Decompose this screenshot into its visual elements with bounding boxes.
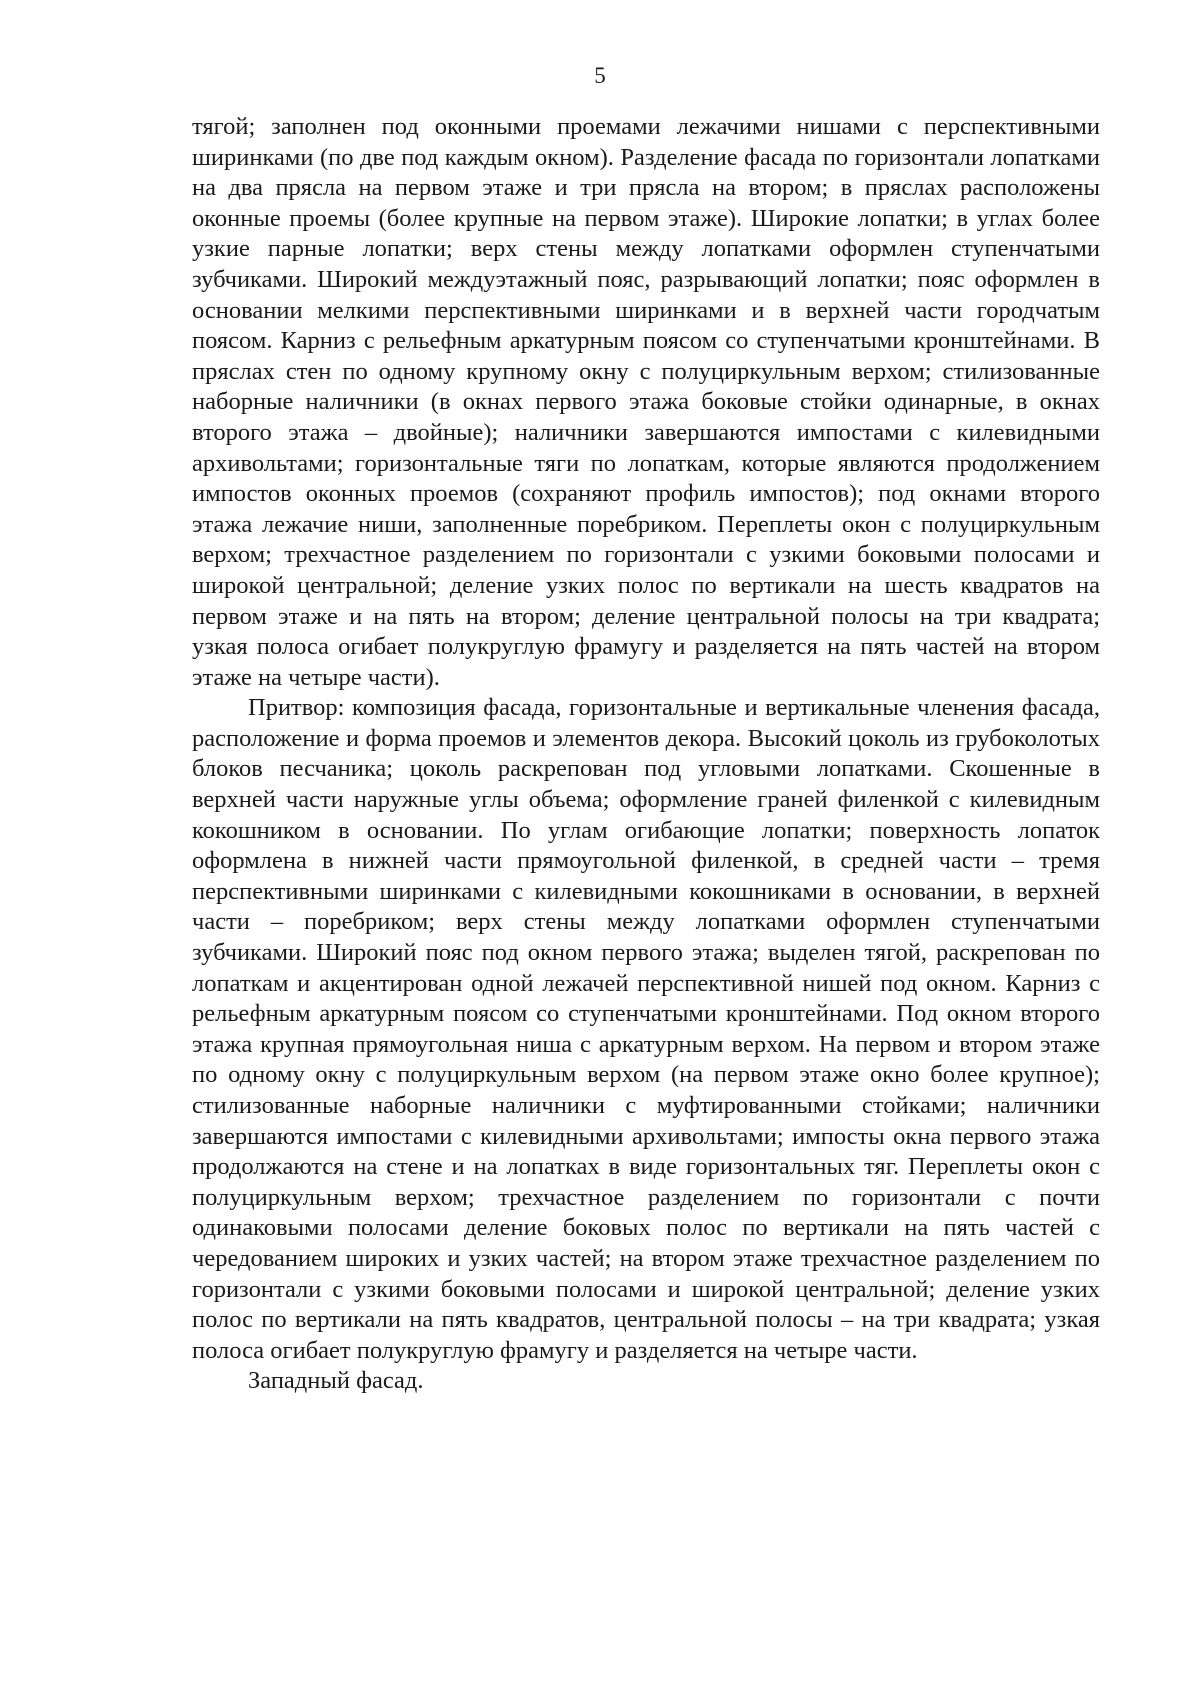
paragraph-continuation: тягой; заполнен под оконными проемами лежачими нишами с перспективными ширинками (по две под каждым окном). Разделение фасада по горизонтали лопатками на два прясла на первом этаже и три прясла на втором; в пряслах расположены оконные проемы (более крупные на первом этаже). Широкие лопатки; в углах более узкие парные лопатки; верх стены между лопатками оформлен ступенчатыми зубчиками. Широкий междуэтажный пояс, разрывающий лопатки; пояс оформлен в основании мелкими перспективными ширинками и в верхней части городчатым поясом. Карниз с рельефным аркатурным поясом со ступенчатыми кронштейнами. В пряслах стен по одному крупному окну с полуциркульным верхом; стилизованные наборные наличники (в окнах первого этажа боковые стойки одинарные, в окнах второго этажа – двойные); наличники завершаются импостами с килевидными архивольтами; горизонтальные тяги по лопаткам, которые являются продолжением импостов оконных проемов (сохраняют профиль импостов); под окнами второго этажа лежачие ниши, заполненные поребриком. Переплеты окон с полуциркульным верхом; трехчастное разделением по горизонтали с узкими боковыми полосами и широкой центральной; деление узких полос по вертикали на шесть квадратов на первом этаже и на пять на втором; деление центральной полосы на три квадрата; узкая полоса огибает полукруглую фрамугу и разделяется на пять частей на втором этаже на четыре части). [192,113,1100,691]
page-number: 5 [594,63,606,88]
paragraph-western-facade: Западный фасад. [248,1367,424,1395]
paragraph-pritvor: Притвор: композиция фасада, горизонтальные и вертикальные членения фасада, расположение и форма проемов и элементов декора. Высокий цоколь из грубоколотых блоков песчаника; цоколь раскрепован под угловыми лопатками. Скошенные в верхней части наружные углы объема; оформление граней филенкой с килевидным кокошником в основании. По углам огибающие лопатки; поверхность лопаток оформлена в нижней части прямоугольной филенкой, в средней части – тремя перспективными ширинками с килевидными кокошниками в основании, в верхней части – поребриком; верх стены между лопатками оформлен ступенчатыми зубчиками. Широкий пояс под окном первого этажа; выделен тягой, раскрепован по лопаткам и акцентирован одной лежачей перспективной нишей под окном. Карниз с рельефным аркатурным поясом со ступенчатыми кронштейнами. Под окном второго этажа крупная прямоугольная ниша с аркатурным верхом. На первом и втором этаже по одному окну с полуциркульным верхом (на первом этаже окно более крупное); стилизованные наборные наличники с муфтированными стойками; наличники завершаются импостами с килевидными архивольтами; импосты окна первого этажа продолжаются на стене и на лопатках в виде горизонтальных тяг. Переплеты окон с полуциркульным верхом; трехчастное разделением по горизонтали с почти одинаковыми полосами деление боковых полос по вертикали на пять частей с чередованием широких и узких частей; на втором этаже трехчастное разделением по горизонтали с узкими боковыми полосами и широкой центральной; деление узких полос по вертикали на пять квадратов, центральной полосы – на три квадрата; узкая полоса огибает полукруглую фрамугу и разделяется на четыре части. [192,694,1100,1364]
document-body [192,112,1100,1397]
